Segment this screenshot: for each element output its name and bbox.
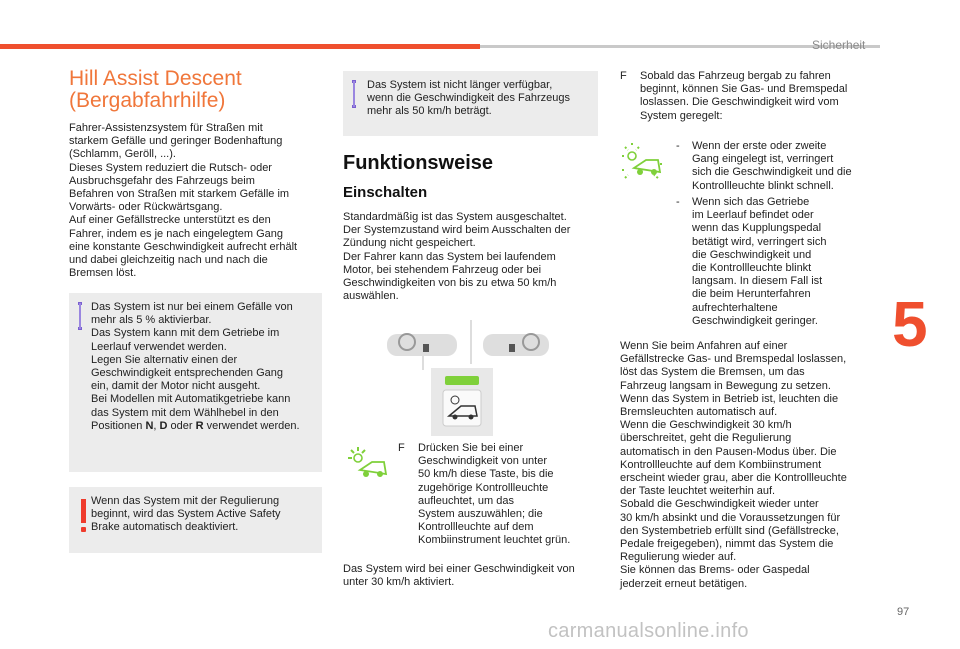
dash-item-1-text: Wenn der erste oder zweite Gang eingelegt ist, verringert sich die Geschwindigkeit und die Kontrollleuchte blinkt schnell. [692,140,852,192]
title-line-1: Hill Assist Descent [69,67,242,90]
info-icon [78,302,82,330]
info-note-gradient [69,293,322,472]
operation-text: Wenn Sie beim Anfahren auf einer Gefällstrecke Gas- und Bremspedal loslassen, löst das System die Bremsen, um das Fahrzeug langsam in Bewegung zu setzen. Wenn das System in Betrieb ist, leuchten die Bremsleuchten automatisch auf. Wenn die Geschwindigkeit 30 km/h überschreitet, geht die Regulierung automatisch in den Pausen-Modus über. Die Kontrollleuchte auf dem Kombiinstrument erscheint wieder grau, aber die Kontrollleuchte der Taste leuchtet weiterhin auf. Sobald die Geschwindigkeit wieder unter 30 km/h absinkt und die Voraussetzungen für den Systembetrieb erfüllt sind (Gefällstrecke, Pedale freigegeben), nimmt das System die Regulierung wieder auf. Sie können das Brems- oder Gaspedal jederzeit erneut betätigen. [620,340,847,590]
press-text: Drücken Sie bei einer Geschwindigkeit von unter 50 km/h diese Taste, bis die zugehörige Kontrollleuchte aufleuchtet, um das System auszuwählen; die Kontrollleuchte auf dem Kombiinstrument leuchtet grün. [418,442,571,547]
bullet-marker: F [398,442,405,454]
dash-item-2 [676,196,876,328]
activation-text: Das System wird bei einer Geschwindigkeit von unter 30 km/h aktiviert. [343,563,575,589]
indicator-blinking-icon [620,142,664,187]
release-pedals-instruction [620,70,875,123]
release-pedals-text: Sobald das Fahrzeug bergab zu fahren beginnt, können Sie Gas- und Bremspedal loslassen. Die Geschwindigkeit wird vom System geregelt: [640,70,848,122]
warning-icon [81,499,86,523]
einschalten-text: Standardmäßig ist das System ausgeschaltet. Der Systemzustand wird beim Ausschalten der Zündung nicht gespeichert. Der Fahrer kann das System bei laufendem Motor, bei stehendem Fahrzeug oder bei Geschwindigkeiten von bis zu etwa 50 km/h auswählen. [343,211,571,303]
info-icon [352,80,356,108]
warning-note [69,487,322,553]
info-note-speed-text: Das System ist nicht länger verfügbar, wenn die Geschwindigkeit des Fahrzeugs mehr als 50 km/h beträgt. [367,79,571,118]
dash-item-2-text: Wenn sich das Getriebe im Leerlauf befindet oder wenn das Kupplungspedal betätigt wird, verringert sich die Geschwindigkeit und die Kontrollleuchte blinkt langsam. In diesem Fall ist die beim Herunterfahren aufrechterhaltene Geschwindigkeit geringer. [692,196,827,327]
console-illustration [383,320,553,436]
info-note-speed [343,71,598,136]
header-accent-bar [0,44,480,49]
press-button-instruction [398,442,603,548]
bullet-marker: F [620,70,627,82]
page-number: 97 [897,606,910,618]
hill-descent-icon [346,446,390,487]
title-line-2: (Bergabfahrhilfe) [69,89,226,112]
intro-text: Fahrer-Assistenzsystem für Straßen mit starkem Gefälle und geringer Bodenhaftung (Schlamm, Geröll, ...). Dieses System reduziert die Rutsch- oder Ausbruchsgefahr des Fahrzeugs beim Befahren von Straßen mit starkem Gefälle im Vorwärts- oder Rückwärtsgang. Auf einer Gefällstrecke unterstützt es den Fahrer, indem es je nach eingelegtem Gang eine konstante Geschwindigkeit aufrecht erhält und dabei gleichzeitig nach und nach die Bremsen löst. [69,122,298,280]
dash-marker: - [676,140,680,152]
dash-item-1 [676,140,876,193]
info-note-text: Das System ist nur bei einem Gefälle von mehr als 5 % aktivierbar. Das System kann mit dem Getriebe im Leerlauf verwendet werden. Legen Sie alternativ einen der Geschwindigkeit entsprechenden Gang ein, damit der Motor nicht ausgeht. Bei Modellen mit Automatikgetriebe kann das System mit dem Wählhebel in den Positionen N, D oder R verwendet werden. [91,301,300,432]
chapter-number: 5 [892,288,928,360]
dash-marker: - [676,196,680,208]
page-title [69,68,319,112]
section-label: Sicherheit [812,38,866,52]
warning-text: Wenn das System mit der Regulierung beginnt, wird das System Active Safety Brake automatisch deaktiviert. [91,495,281,534]
heading-funktionsweise: Funktionsweise [343,152,494,174]
watermark: carmanualsonline.info [548,620,749,642]
heading-einschalten: Einschalten [343,184,428,201]
